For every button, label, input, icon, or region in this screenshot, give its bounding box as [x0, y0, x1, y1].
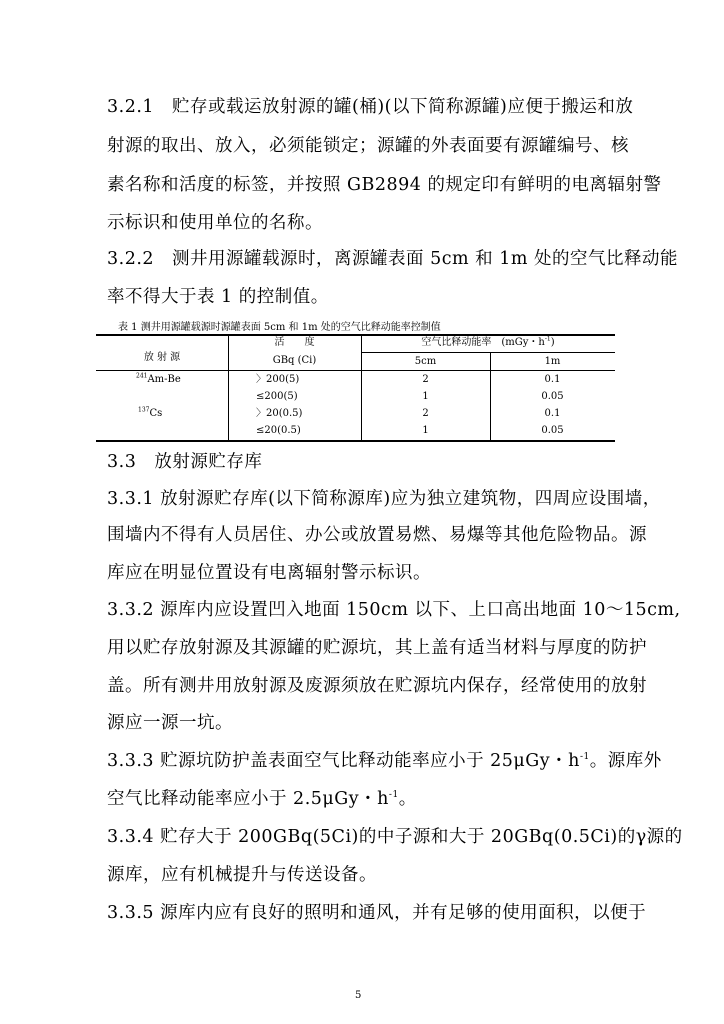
- para-3-3-3-sup-b: -1: [388, 790, 399, 801]
- row-1-activity: 〉200(5): [256, 374, 300, 385]
- para-line-1: 3.2.1 贮存或载运放射源的罐(桶)(以下简称源罐)应便于搬运和放: [107, 97, 634, 117]
- para-3-3-2-line-3: 盖。所有测井用放射源及废源须放在贮源坑内保存，经常使用的放射: [107, 676, 647, 696]
- header-air-kerma-rate-text: 空气比释动能率 (mGy・h: [421, 337, 545, 348]
- para-3-3-2-line-2: 用以贮存放射源及其源罐的贮源坑，其上盖有适当材料与厚度的防护: [107, 638, 647, 658]
- header-activity: 活 度: [274, 337, 315, 348]
- source-am-be-name: Am-Be: [147, 374, 181, 385]
- header-source: 放 射 源: [143, 352, 181, 363]
- row-1-5cm: 2: [422, 374, 429, 385]
- para-3-3-3-text-a: 3.3.3 贮源坑防护盖表面空气比释动能率应小于 25μGy・h: [107, 751, 580, 771]
- para-3-3-3-line-2: [107, 789, 417, 809]
- para-line-2: 射源的取出、放入，必须能锁定；源罐的外表面要有源罐编号、核: [107, 136, 629, 156]
- row-3-5cm: 2: [422, 408, 429, 419]
- header-1m: 1m: [544, 356, 561, 367]
- para-3-3-3-sup-a: -1: [579, 752, 590, 763]
- row-4-activity: ≤20(0.5): [256, 425, 301, 436]
- row-3-activity: 〉20(0.5): [256, 408, 303, 419]
- table-sub-header-rule: [361, 352, 615, 353]
- table-col-divider-1: [228, 334, 229, 442]
- source-am-be: [136, 374, 181, 386]
- row-2-5cm: 1: [422, 391, 429, 402]
- table-top-rule: [96, 334, 615, 336]
- para-line-5: 3.2.2 测井用源罐载源时，离源罐表面 5cm 和 1m 处的空气比释动能: [107, 249, 679, 269]
- row-1-1m: 0.1: [544, 374, 561, 385]
- header-air-kerma-rate-close: ): [550, 337, 555, 348]
- table-bottom-rule: [96, 440, 615, 442]
- para-line-6: 率不得大于表 1 的控制值。: [107, 287, 329, 307]
- para-line-3: 素名称和活度的标签，并按照 GB2894 的规定印有鲜明的电离辐射警: [107, 175, 662, 195]
- row-4-1m: 0.05: [541, 425, 564, 436]
- section-3-3-heading: 3.3 放射源贮存库: [107, 452, 263, 472]
- control-value-table: [96, 334, 615, 442]
- para-3-3-3-text-b: 空气比释动能率应小于 2.5μGy・h: [107, 789, 389, 809]
- para-3-3-5-line-1: 3.3.5 源库内应有良好的照明和通风，并有足够的使用面积，以便于: [107, 903, 647, 923]
- row-2-activity: ≤200(5): [256, 391, 298, 402]
- header-air-kerma-rate-sup: -1: [544, 335, 551, 343]
- row-4-5cm: 1: [422, 425, 429, 436]
- header-5cm: 5cm: [414, 356, 437, 367]
- para-3-3-1-line-2: 围墙内不得有人员居住、办公或放置易燃、易爆等其他危险物品。源: [107, 525, 647, 545]
- table-caption: 表 1 测井用源罐载源时源罐表面 5cm 和 1m 处的空气比释动能率控制值: [118, 322, 441, 333]
- para-3-3-2-line-1: 3.3.2 源库内应设置凹入地面 150cm 以下、上口高出地面 10～15cm,: [107, 600, 681, 620]
- source-am-be-mass: 241: [136, 372, 148, 380]
- para-3-3-3-line-1: [107, 751, 662, 771]
- table-header-rule: [96, 370, 615, 371]
- para-3-3-3-text-b-end: 。: [398, 789, 417, 809]
- row-3-1m: 0.1: [544, 408, 561, 419]
- para-3-3-2-line-4: 源应一源一坑。: [107, 713, 233, 733]
- para-3-3-4-line-1: 3.3.4 贮存大于 200GBq(5Ci)的中子源和大于 20GBq(0.5Ci)的γ源的: [107, 827, 683, 847]
- source-cs: [138, 408, 162, 420]
- para-3-3-1-line-1: 3.3.1 放射源贮存库(以下简称源库)应为独立建筑物，四周应设围墙，: [107, 489, 661, 509]
- para-3-3-4-line-2: 源库，应有机械提升与传送设备。: [107, 865, 377, 885]
- header-activity-unit: GBq (Ci): [272, 355, 317, 366]
- source-cs-name: Cs: [149, 408, 163, 419]
- source-cs-mass: 137: [138, 406, 150, 414]
- page-number: 5: [355, 990, 362, 1001]
- para-line-4: 示标识和使用单位的名称。: [107, 213, 323, 233]
- para-3-3-3-text-a-end: 。源库外: [589, 751, 662, 771]
- row-2-1m: 0.05: [541, 391, 564, 402]
- para-3-3-1-line-3: 库应在明显位置设有电离辐射警示标识。: [107, 563, 431, 583]
- header-air-kerma-rate: [361, 337, 615, 349]
